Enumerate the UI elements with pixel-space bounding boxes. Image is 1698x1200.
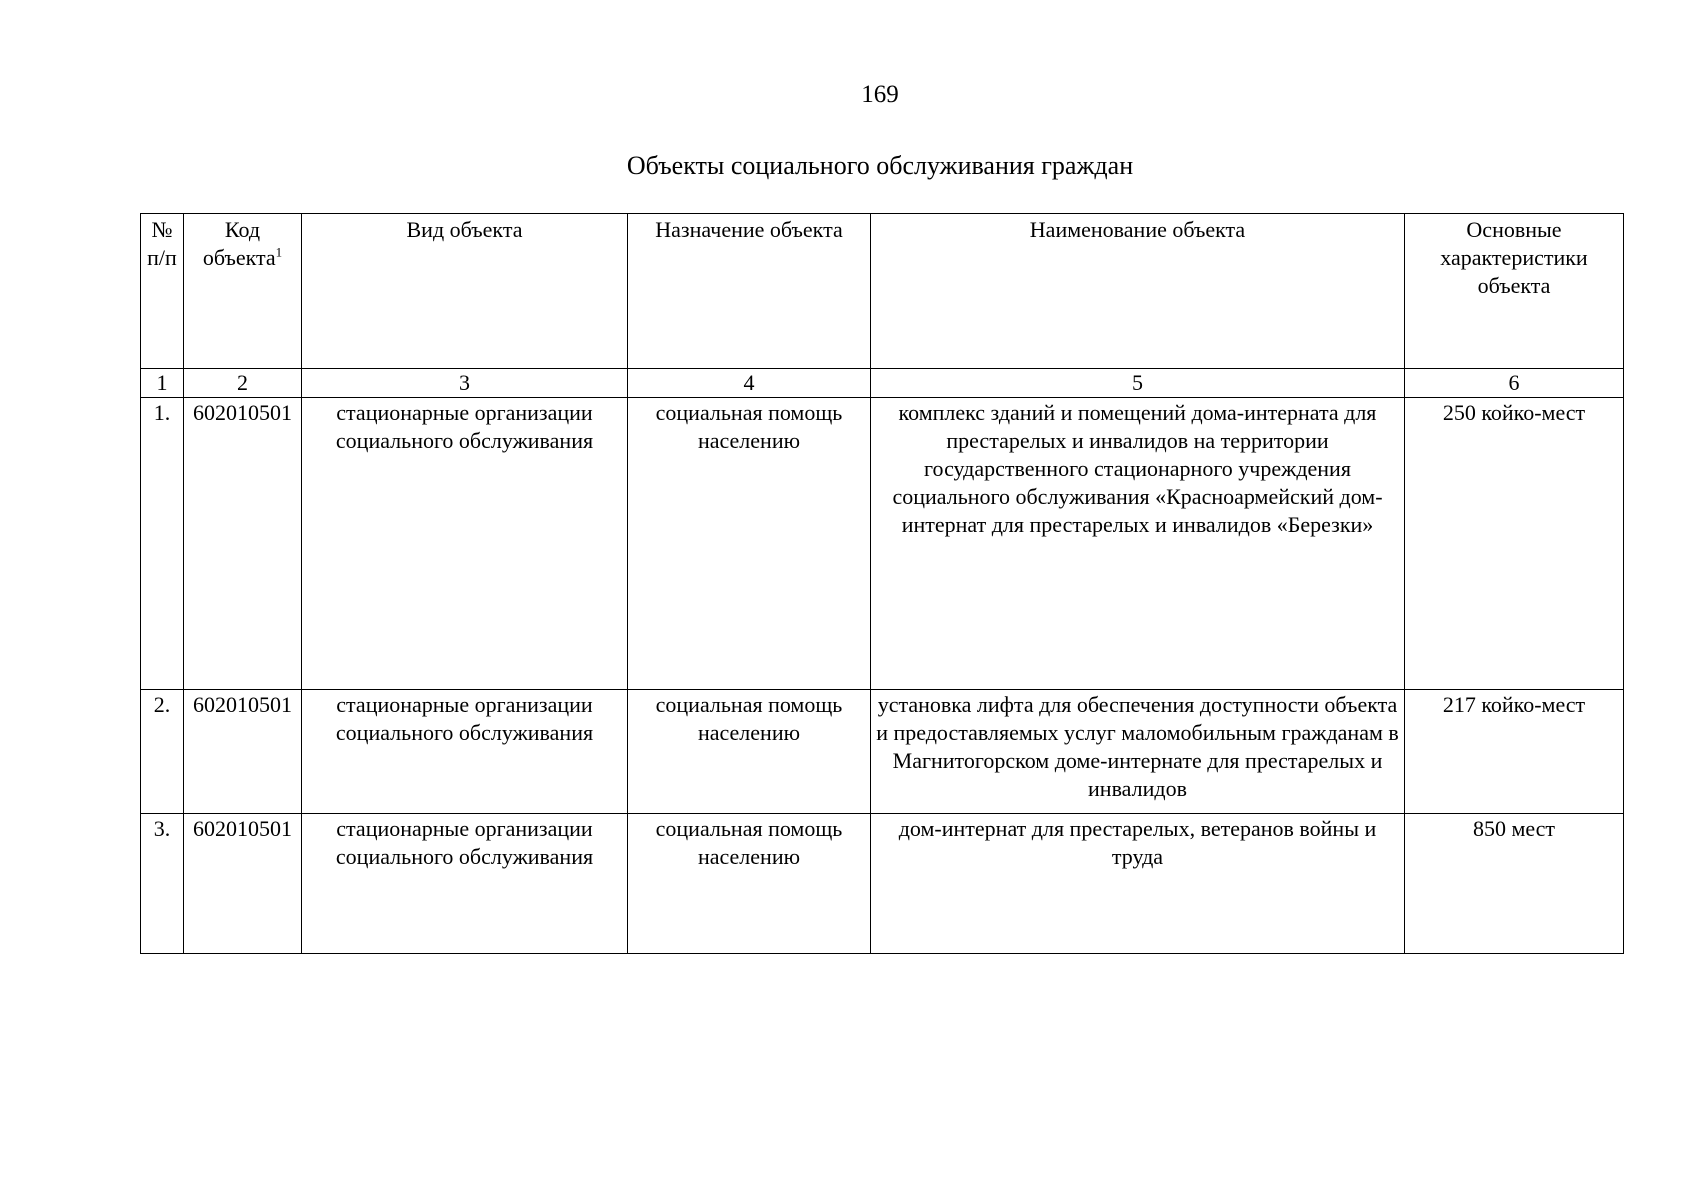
- object-name: установка лифта для обеспечения доступности объекта и предоставляемых услуг маломобильным гражданам в Магнитогорском доме-интернате для престарелых и инвалидов: [871, 690, 1405, 814]
- table-header-row: [141, 214, 1624, 369]
- object-purpose: социальная помощь населению: [628, 398, 871, 690]
- column-numbers-row: [141, 369, 1624, 398]
- row-number: 1.: [141, 398, 184, 690]
- column-number: 1: [141, 369, 184, 398]
- object-characteristics: 850 мест: [1405, 814, 1624, 954]
- document-title: Объекты социального обслуживания граждан: [626, 151, 1134, 180]
- object-characteristics: 217 койко-мест: [1405, 690, 1624, 814]
- object-code: 602010501: [184, 690, 302, 814]
- header-num: [141, 214, 184, 369]
- header-num-line2: п/п: [147, 245, 177, 270]
- object-type: стационарные организации социального обслуживания: [302, 690, 628, 814]
- header-type: Вид объекта: [302, 214, 628, 369]
- object-purpose: социальная помощь населению: [628, 814, 871, 954]
- object-name: дом-интернат для престарелых, ветеранов войны и труда: [871, 814, 1405, 954]
- object-code: 602010501: [184, 814, 302, 954]
- column-number: 5: [871, 369, 1405, 398]
- object-name: комплекс зданий и помещений дома-интерната для престарелых и инвалидов на территории государственного стационарного учреждения социального обслуживания «Красноармейский дом-интернат для престарелых и инвалидов «Березки»: [871, 398, 1405, 690]
- header-purpose: Назначение объекта: [628, 214, 871, 369]
- table-row: [141, 690, 1624, 814]
- column-number: 3: [302, 369, 628, 398]
- header-code: [184, 214, 302, 369]
- column-number: 6: [1405, 369, 1624, 398]
- table-row: [141, 398, 1624, 690]
- header-code-label: объекта: [202, 245, 276, 270]
- header-num-line1: №: [151, 217, 173, 242]
- header-code-line2: [188, 244, 297, 272]
- object-characteristics: 250 койко-мест: [1405, 398, 1624, 690]
- header-characteristics: [1405, 214, 1624, 369]
- column-number: 4: [628, 369, 871, 398]
- row-number: 3.: [141, 814, 184, 954]
- table-row: [141, 814, 1624, 954]
- objects-table: [140, 213, 1624, 954]
- page-number: 169: [861, 81, 899, 108]
- row-number: 2.: [141, 690, 184, 814]
- header-characteristics-text: Основные характеристики объекта: [1440, 217, 1588, 298]
- footnote-marker: 1: [275, 244, 283, 260]
- object-type: стационарные организации социального обслуживания: [302, 814, 628, 954]
- object-type: стационарные организации социального обслуживания: [302, 398, 628, 690]
- object-code: 602010501: [184, 398, 302, 690]
- header-name: Наименование объекта: [871, 214, 1405, 369]
- object-purpose: социальная помощь населению: [628, 690, 871, 814]
- column-number: 2: [184, 369, 302, 398]
- header-code-line1: Код: [224, 217, 261, 242]
